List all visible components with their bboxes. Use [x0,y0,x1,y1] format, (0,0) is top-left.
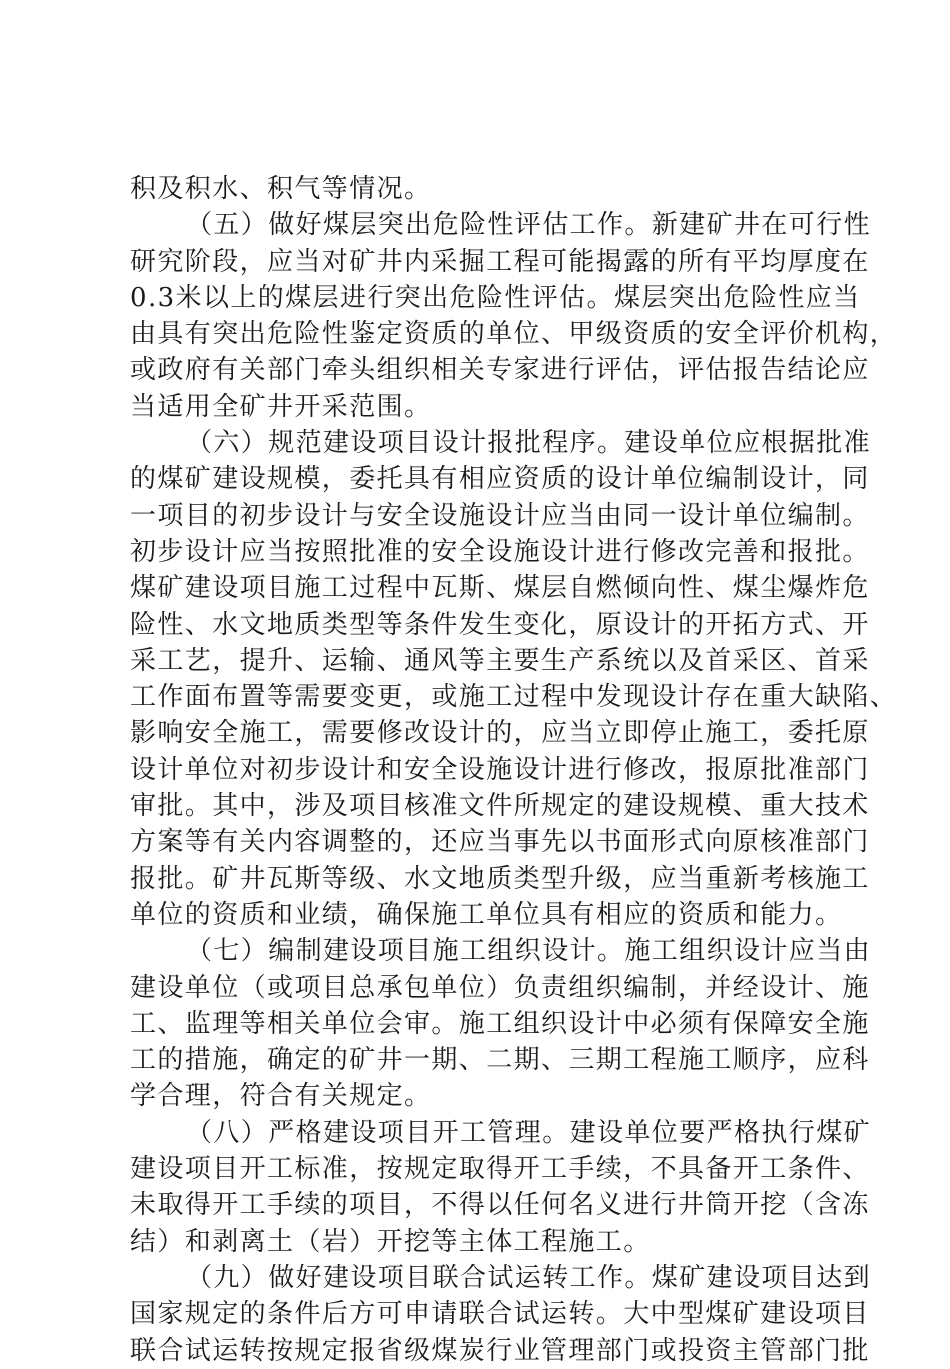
text-line: 由具有突出危险性鉴定资质的单位、甲级资质的安全评价机构， [130,319,898,350]
text-line: 工的措施，确定的矿井一期、二期、三期工程施工顺序，应科 [130,1045,870,1076]
text-line: 国家规定的条件后方可申请联合试运转。大中型煤矿建设项目 [130,1299,870,1330]
text-line: 结）和剥离土（岩）开挖等主体工程施工。 [130,1226,651,1257]
text-line: 初步设计应当按照批准的安全设施设计进行修改完善和报批。 [130,536,870,567]
text-line: 积及积水、积气等情况。 [130,174,432,204]
text-line: 单位的资质和业绩，确保施工单位具有相应的资质和能力。 [130,899,843,930]
document-body-text [130,171,898,1369]
text-line: 或政府有关部门牵头组织相关专家进行评估，评估报告结论应 [130,355,870,386]
text-line: 0.3米以上的煤层进行突出危险性评估。煤层突出危险性应当 [130,282,861,313]
paragraph-start-line: （六）规范建设项目设计报批程序。建设单位应根据批准 [186,428,872,459]
text-line: 联合试运转按规定报省级煤炭行业管理部门或投资主管部门批 [130,1335,870,1366]
text-line: 未取得开工手续的项目，不得以任何名义进行井筒开挖（含冻 [130,1190,870,1221]
paragraph-start-line: （五）做好煤层突出危险性评估工作。新建矿井在可行性 [186,210,872,241]
text-line: 当适用全矿井开采范围。 [130,391,432,422]
text-line: 方案等有关内容调整的，还应当事先以书面形式向原核准部门 [130,827,870,858]
text-line: 设计单位对初步设计和安全设施设计进行修改，报原批准部门 [130,754,870,785]
text-line: 建设单位（或项目总承包单位）负责组织编制，并经设计、施 [130,972,870,1003]
text-line: 学合理，符合有关规定。 [130,1081,432,1112]
text-line: 的煤矿建设规模，委托具有相应资质的设计单位编制设计，同 [130,464,870,495]
text-line: 报批。矿井瓦斯等级、水文地质类型升级，应当重新考核施工 [130,863,870,894]
text-line: 影响安全施工，需要修改设计的，应当立即停止施工，委托原 [130,718,870,749]
text-line: 工、监理等相关单位会审。施工组织设计中必须有保障安全施 [130,1008,870,1039]
text-line: 建设项目开工标准，按规定取得开工手续，不具备开工条件、 [130,1154,870,1185]
text-line: 研究阶段，应当对矿井内采掘工程可能揭露的所有平均厚度在 [130,246,870,277]
paragraph-start-line: （八）严格建设项目开工管理。建设单位要严格执行煤矿 [186,1117,872,1148]
paragraph-start-line: （七）编制建设项目施工组织设计。施工组织设计应当由 [186,936,872,967]
text-line: 采工艺，提升、运输、通风等主要生产系统以及首采区、首采 [130,645,870,676]
text-line: 审批。其中，涉及项目核准文件所规定的建设规模、重大技术 [130,791,870,822]
text-line: 险性、水文地质类型等条件发生变化，原设计的开拓方式、开 [130,609,870,640]
paragraph-start-line: （九）做好建设项目联合试运转工作。煤矿建设项目达到 [186,1262,872,1293]
text-line: 一项目的初步设计与安全设施设计应当由同一设计单位编制。 [130,500,870,531]
text-line: 工作面布置等需要变更，或施工过程中发现设计存在重大缺陷、 [130,682,898,713]
text-line: 煤矿建设项目施工过程中瓦斯、煤层自燃倾向性、煤尘爆炸危 [130,573,870,604]
